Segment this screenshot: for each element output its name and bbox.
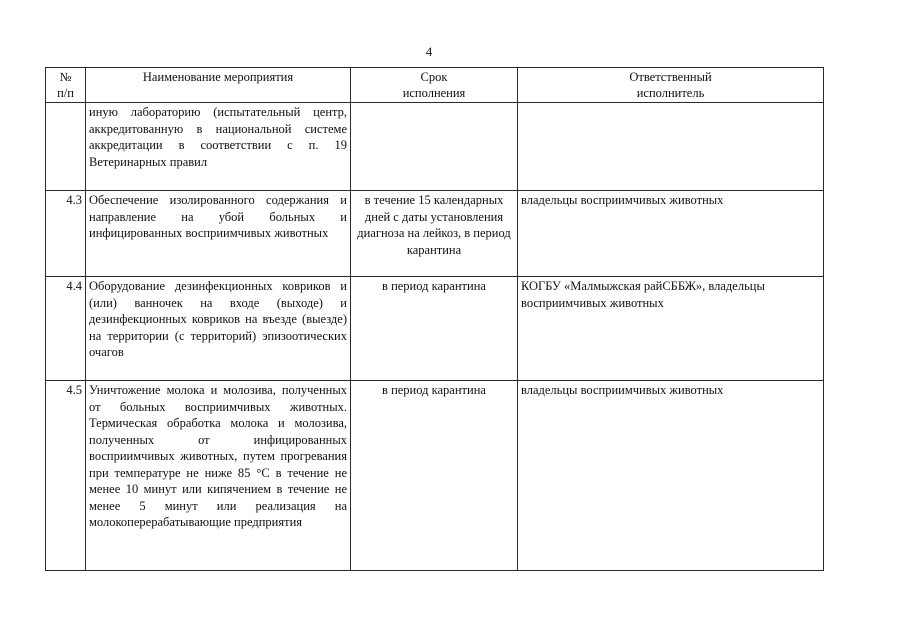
table-row <box>46 381 824 571</box>
header-name <box>86 68 351 103</box>
header-num-line2: п/п <box>57 86 74 100</box>
row-name-cell: Оборудование дезинфекционных ковриков и (или) ванночек на входе (выходе) и дезинфекционных ковриков на въезде (выезде) на территории (с территорий) эпизоотических очагов <box>86 277 351 381</box>
header-resp <box>518 68 824 103</box>
header-term-line2: исполнения <box>402 86 466 100</box>
header-term <box>351 68 518 103</box>
header-name-label: Наименование мероприятия <box>142 70 294 84</box>
table-row <box>46 277 824 381</box>
row-name-cell: Обеспечение изолированного содержания и направление на убой больных и инфицированных восприимчивых животных <box>86 191 351 277</box>
row-term-cell: в течение 15 календарных дней с даты установления диагноза на лейкоз, в период карантина <box>351 191 518 277</box>
row-term-cell: в период карантина <box>351 277 518 381</box>
header-num <box>46 68 86 103</box>
table-row <box>46 103 824 191</box>
row-num-cell: 4.5 <box>46 381 86 571</box>
row-resp-cell: КОГБУ «Малмыжская райСББЖ», владельцы восприимчивых животных <box>518 277 824 381</box>
row-resp-cell: владельцы восприимчивых животных <box>518 381 824 571</box>
row-num-cell: 4.3 <box>46 191 86 277</box>
row-term-cell: в период карантина <box>351 381 518 571</box>
header-resp-line1: Ответственный <box>629 70 712 84</box>
table-row <box>46 191 824 277</box>
row-resp-cell: владельцы восприимчивых животных <box>518 191 824 277</box>
table-header-row <box>46 68 824 103</box>
header-term-line1: Срок <box>420 70 448 84</box>
row-name-cell: Уничтожение молока и молозива, полученных от больных восприимчивых животных. Термическая обработка молока и молозива, полученных от инфицированных восприимчивых животных, путем прогревания при температуре не ниже 85 °С в течение не менее 10 минут или кипячением в течение не менее 5 минут или реализация на молокоперерабатывающие предприятия <box>86 381 351 571</box>
measures-table <box>45 67 824 571</box>
row-num-cell <box>46 103 86 191</box>
row-num-cell: 4.4 <box>46 277 86 381</box>
row-resp-cell <box>518 103 824 191</box>
header-resp-line2: исполнитель <box>636 86 705 100</box>
row-term-cell <box>351 103 518 191</box>
header-num-line1: № <box>59 70 72 84</box>
page-number: 4 <box>425 44 433 59</box>
row-name-cell: иную лабораторию (испытательный центр, аккредитованную в национальной системе аккредитации в соответствии с п. 19 Ветеринарных правил <box>86 103 351 191</box>
